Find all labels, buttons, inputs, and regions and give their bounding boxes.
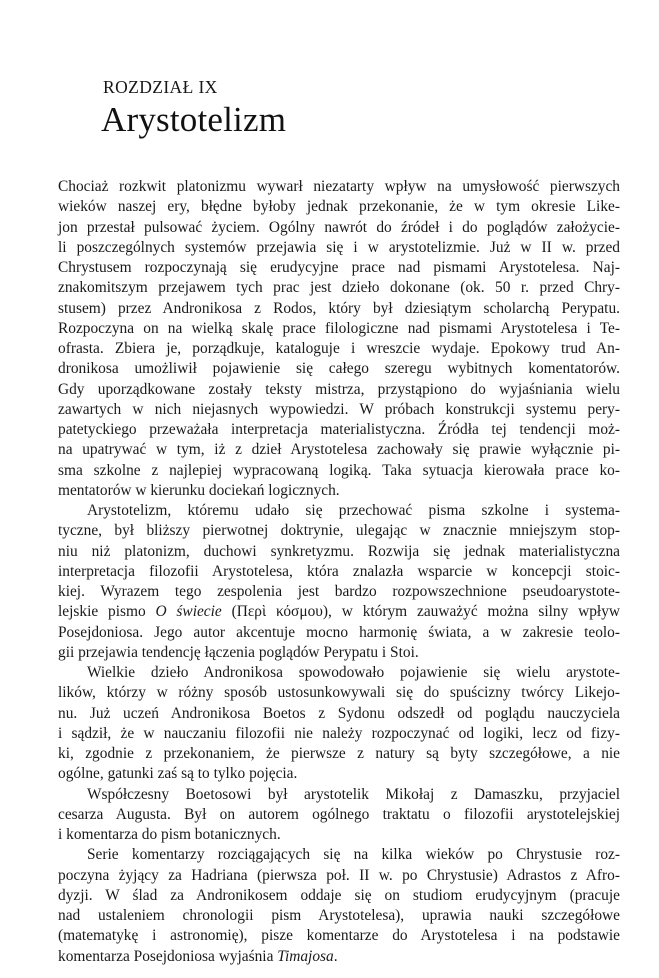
text-line: [58, 582, 620, 602]
text-line: [58, 258, 620, 278]
text-line: [58, 440, 620, 460]
text-line: [58, 663, 620, 683]
text-segment: i komentarza do pism botanicznych.: [58, 826, 281, 843]
text-line: [58, 866, 620, 886]
text-segment: li poszczególnych systemów przejawia się i w arystotelizmie. Już w II w. przed: [58, 238, 620, 256]
text-line: [58, 947, 620, 967]
text-line: [58, 825, 620, 845]
text-segment: patetyckiego przeważała interpretacja materialistyczna. Źródła tej tendencji moż-: [58, 421, 620, 438]
text-line: [58, 278, 620, 298]
text-line: [58, 683, 620, 703]
text-line: [58, 359, 620, 379]
chapter-title: Arystotelizm: [101, 100, 287, 139]
text-line: [58, 400, 620, 420]
text-line: [58, 238, 620, 258]
text-line: [58, 299, 620, 319]
text-segment: cesarza Augusta. Był on autorem ogólnego traktatu o filozofii arystotelejskiej: [58, 805, 620, 823]
text-line: [58, 197, 620, 217]
text-line: [58, 542, 620, 562]
text-line: [58, 481, 620, 501]
text-line: [58, 562, 620, 582]
text-line: [58, 744, 620, 764]
text-segment: Chrystusem rozpoczynają się erudycyjne prace nad pismami Arystotelesa. Naj-: [58, 259, 620, 276]
text-segment: nu. Już uczeń Andronikosa Boetos z Sydonu odszedł od poglądu nauczyciela: [58, 704, 620, 722]
text-line: [58, 764, 620, 784]
text-segment: .: [333, 947, 338, 965]
text-line: [58, 380, 620, 400]
text-line: [58, 785, 620, 805]
text-line: [58, 704, 620, 724]
text-segment: interpretacja filozofii Arystotelesa, która znalazła wsparcie w koncepcji stoic-: [58, 562, 620, 580]
text-line: [58, 461, 620, 481]
text-segment: dronikosa umożliwił pojawienie się całego szeregu wybitnych komentatorów.: [58, 360, 620, 378]
text-segment: komentarza Posejdoniosa wyjaśnia: [58, 947, 278, 965]
text-segment: Posejdoniosa. Jego autor akcentuje mocno harmonię świata, a w zakresie teolo-: [58, 623, 620, 641]
chapter-number: ROZDZIAŁ IX: [103, 77, 218, 97]
text-segment: wieków naszej ery, błędne byłoby jednak przekonanie, że w tym okresie Like-: [58, 198, 620, 216]
text-segment: Serie komentarzy rozciągających się na kilka wieków po Chrystusie roz-: [87, 846, 620, 864]
text-segment: mentatorów w kierunku dociekań logicznych.: [58, 481, 340, 499]
text-segment: stusem) przez Andronikosa z Rodos, który był dziesiątym scholarchą Perypatu.: [58, 299, 620, 317]
text-line: [58, 643, 620, 663]
italic-title: O świecie: [155, 603, 222, 621]
text-segment: sma szkolne z najlepiej wypracowaną logiką. Taka sytuacja kierowała prace ko-: [58, 461, 620, 479]
text-line: [58, 886, 620, 906]
text-segment: nad ustaleniem chronologii pism Arystotelesa), uprawia nauki szczegółowe: [58, 907, 620, 924]
text-line: [58, 218, 620, 238]
text-segment: gii przejawia tendencję łączenia poglądów Perypatu i Stoi.: [58, 643, 419, 661]
text-segment: znakomitszym przejawem tych prac jest dzieło dokonane (ok. 50 r. przed Chry-: [58, 279, 620, 297]
text-line: [58, 177, 620, 197]
text-line: [58, 724, 620, 744]
text-segment: niu niż platonizm, duchowi synkretyzmu. Rozwija się jednak materialistyczna: [58, 542, 620, 560]
text-line: [58, 602, 620, 622]
text-line: [58, 926, 620, 946]
text-segment: jon przestał pulsować życiem. Ogólny nawrót do źródeł i do poglądów założycie-: [58, 218, 620, 236]
text-line: [58, 319, 620, 339]
text-segment: kiej. Wyrazem tego zespolenia jest bardzo rozpowszechnione pseudoarystote-: [58, 583, 620, 600]
text-line: [58, 420, 620, 440]
text-segment: dyzji. W ślad za Andronikosem oddaje się on studiom erudycyjnym (pracuje: [58, 886, 620, 904]
text-segment: poczyna żyjący za Hadriana (pierwsza poł. II w. po Chrystusie) Adrastos z Afro-: [58, 866, 620, 884]
italic-title: Timajosa: [277, 947, 334, 965]
text-segment: lików, którzy w różny sposób ustosunkowywali się do spuścizny twórcy Likejo-: [58, 684, 620, 702]
text-line: [58, 906, 620, 926]
text-segment: (Περὶ κόσμου), w którym zauważyć można silny wpływ: [221, 603, 621, 621]
text-line: [58, 845, 620, 865]
text-segment: lejskie pismo: [58, 603, 156, 621]
chapter-body: [58, 177, 620, 967]
text-segment: Chociaż rozkwit platonizmu wywarł niezatarty wpływ na umysłowość pierwszych: [58, 178, 620, 195]
text-segment: ki, zgodnie z przekonaniem, że pierwsze z natury są byty szczegółowe, a nie: [58, 745, 620, 762]
text-segment: zawartych w nich niejasnych wypowiedzi. W próbach konstrukcji systemu pery-: [58, 400, 620, 418]
text-segment: ogólne, gatunki zaś są to tylko pojęcia.: [58, 765, 298, 783]
text-line: [58, 623, 620, 643]
text-line: [58, 339, 620, 359]
text-line: [58, 521, 620, 541]
text-segment: Gdy uporządkowane zostały teksty mistrza, przystąpiono do wyjaśniania wielu: [58, 380, 620, 398]
text-line: [58, 805, 620, 825]
text-segment: i sądził, że w nauczaniu filozofii nie należy rozpoczynać od logiki, lecz od fizy-: [58, 724, 620, 742]
text-line: [58, 501, 620, 521]
text-segment: Arystotelizm, któremu udało się przechować pisma szkolne i systema-: [87, 502, 620, 519]
text-segment: Wielkie dzieło Andronikosa spowodowało pojawienie się wielu arystote-: [87, 664, 620, 681]
text-segment: ofrasta. Zbiera je, porządkuje, kataloguje i wreszcie wydaje. Epokowy trud An-: [58, 340, 620, 357]
text-segment: (matematykę i astronomię), pisze komentarze do Arystotelesa i na podstawie: [58, 927, 620, 945]
text-segment: tyczne, był bliższy pierwotnej doktrynie, ulegając w znacznie mniejszym stop-: [58, 522, 620, 540]
text-segment: Współczesny Boetosowi był arystotelik Mikołaj z Damaszku, przyjaciel: [87, 785, 620, 803]
text-segment: Rozpoczyna on na wielką skalę prace filologiczne nad pismami Arystotelesa i Te-: [58, 319, 620, 337]
text-segment: na upatrywać w tym, iż z dzieł Arystotelesa zachowały się prawie wyłącznie pi-: [58, 441, 620, 459]
